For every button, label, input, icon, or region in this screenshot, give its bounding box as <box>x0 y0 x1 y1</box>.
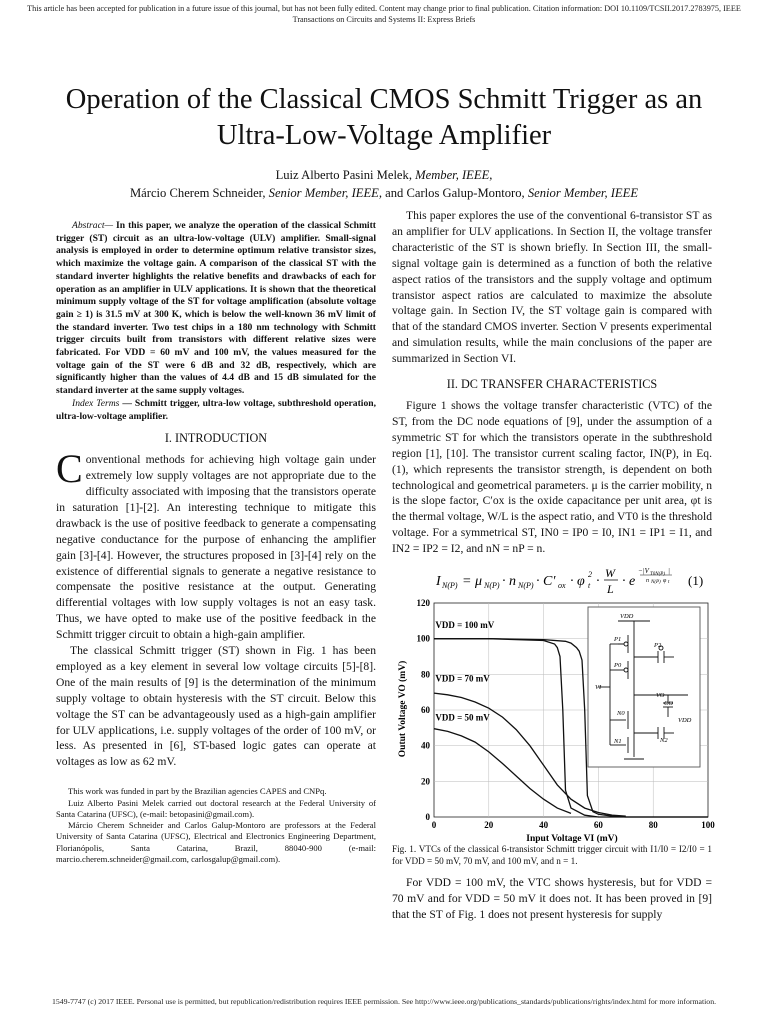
equation-1 <box>392 563 712 597</box>
author-name: Márcio Cherem Schneider, <box>129 186 269 200</box>
svg-text:N(P): N(P) <box>442 581 458 591</box>
series-label: VDD = 70 mV <box>435 673 490 684</box>
x-tick-label: 100 <box>701 820 715 831</box>
svg-text:2: 2 <box>588 570 592 580</box>
schematic-label: P1 <box>614 636 622 644</box>
schematic-label: VDD <box>620 613 634 621</box>
schmitt-trigger-schematic <box>588 607 700 767</box>
schematic-label: P2 <box>654 642 662 650</box>
copyright-footer: 1549-7747 (c) 2017 IEEE. Personal use is permitted, but republication/redistribution requires IEEE permission. See http://www.ieee.org/publications_standards/publications/rights/index.html for more information. <box>51 997 717 1006</box>
figure-1 <box>392 597 715 845</box>
schematic-label: VO <box>656 692 665 700</box>
index-terms-label: Index Terms <box>72 397 120 409</box>
svg-text:· φ: · φ <box>570 574 585 590</box>
y-tick-label: 80 <box>421 669 430 680</box>
x-tick-label: 60 <box>593 820 603 831</box>
svg-text:· C′: · C′ <box>536 574 556 590</box>
author-role: Senior Member, IEEE <box>527 186 639 200</box>
author-line-1 <box>30 166 738 184</box>
intro-paragraph-1 <box>56 446 376 643</box>
footnotes <box>56 786 376 865</box>
x-tick-label: 80 <box>648 820 658 831</box>
right-column <box>392 208 715 923</box>
vtc-chart <box>392 597 715 845</box>
svg-text:I: I <box>436 574 441 590</box>
series-label: VDD = 50 mV <box>435 712 490 723</box>
svg-text:n: n <box>646 578 649 585</box>
vtc-series-line <box>434 729 571 814</box>
y-tick-label: 40 <box>421 740 430 751</box>
svg-text:|: | <box>668 567 670 576</box>
authors <box>30 166 738 202</box>
y-tick-label: 60 <box>421 705 430 716</box>
index-terms <box>56 398 376 423</box>
drop-cap: C <box>56 446 83 492</box>
x-tick-label: 40 <box>539 820 549 831</box>
paper-title: Operation of the Classical CMOS Schmitt Trigger as an Ultra-Low-Voltage Amplifier <box>65 84 703 151</box>
section-heading-intro: I. INTRODUCTION <box>164 431 268 446</box>
section-heading-dc: II. DC TRANSFER CHARACTERISTICS <box>446 377 658 392</box>
svg-text:t: t <box>668 580 670 586</box>
intro-text-1: onventional methods for achieving high voltage gain under extremely low supply voltages are not appropriate due to the difficulty associated with imposing that the transistors operate in saturation [1]-[2]. An interesting technique to mitigate this drawback is the use of positive feedback to generate a compensating negative conductance for the purpose of enhancing the amplifier gain [3]-[4]. However, the structures proposed in [3]-[4] rely on the existence of differential signals to generate a negative resistance to compensate the positive resistance at the output. Generating differential voltages with low supply voltages is not an easy task. Thus, we have opted to make use of the positive feedback in the Schmitt trigger circuit to obtain a high-gain amplifier. <box>56 453 376 642</box>
svg-text:· n: · n <box>502 574 516 590</box>
svg-text:· e: · e <box>622 574 636 590</box>
author-role: Senior Member, IEEE, <box>268 186 382 200</box>
schematic-label: N1 <box>614 738 622 746</box>
svg-text:t: t <box>588 581 591 591</box>
svg-text:N(P): N(P) <box>484 581 500 591</box>
y-tick-label: 100 <box>416 633 430 644</box>
svg-text:−|V: −|V <box>638 567 649 576</box>
author-name: and Carlos Galup-Montoro, <box>381 186 528 200</box>
author-line-2 <box>30 184 738 202</box>
svg-text:= μ: = μ <box>462 574 482 590</box>
footnote-author-1: Luiz Alberto Pasini Melek carried out doctoral research at the Federal University of Santa Catarina (UFSC), (e-mail: betopasini@gmail.com). <box>56 797 376 819</box>
svg-text:W: W <box>605 566 615 581</box>
equation-number: (1) <box>688 573 704 589</box>
x-tick-label: 20 <box>484 820 494 831</box>
equation-graphic <box>392 563 712 597</box>
svg-text:·: · <box>596 574 600 590</box>
abstract <box>56 220 376 398</box>
figure-1-caption: Fig. 1. VTCs of the classical 6-transistor Schmitt trigger circuit with I1/I0 = I2/I0 = 1 for VDD = 50 mV, 70 mV, and 100 mV, and n = 1. <box>392 844 712 867</box>
left-column <box>56 220 376 865</box>
footnote-author-2: Márcio Cherem Schneider and Carlos Galup-Montoro are professors at the Federal University of Santa Catarina (UFSC), Electrical and Electronics Engineering Department, Florianópolis, Santa Catarina, Brazil, 88040-900 (e-mail: marcio.cherem.schneider@gmail.com, carlosgalup@gmail.com). <box>56 820 376 865</box>
abstract-label: Abstract— <box>72 220 114 231</box>
svg-text:N(P): N(P) <box>651 580 661 586</box>
y-tick-label: 120 <box>416 598 430 609</box>
right-paragraph-2: Figure 1 shows the voltage transfer characteristic (VTC) of the ST, from the DC node equations of [9], under the assumption of a symmetric ST for which the transistors operate in the subthreshold region [1], [10]. The transistor current scaling factor, IN(P), in Eq. (1), which represents the transistor strength, is dependent on both technological and geometrical parameters. μ is the carrier mobility, n is the slope factor, C′ox is the oxide capacitance per unit area, φt is the thermal voltage, W/L is the aspect ratio, and VT0 is the threshold voltage. For a symmetrical ST, IN0 = IP0 = I0, IN1 = IP1 = I1, and IN2 = IP2 = I2, and nN = nP = n. <box>392 398 712 556</box>
index-terms-text: — Schmitt trigger, ultra-low voltage, subthreshold operation, ultra-low-voltage amplifier. <box>56 397 376 422</box>
schematic-label: VDD <box>678 717 692 725</box>
svg-text:N(P): N(P) <box>518 581 534 591</box>
svg-text:φ: φ <box>663 578 667 585</box>
x-axis-label: Input Voltage VI (mV) <box>526 834 618 845</box>
abstract-text: In this paper, we analyze the operation of the classical Schmitt trigger (ST) circuit as an ultra-low-voltage (ULV) amplifier. Small-signal analysis is employed in order to determine optimum relative transistor sizes, which maximize the voltage gain. A comparison of the classical ST with the standard inverter highlights the relative benefits and drawbacks of each for operation as an amplifier in ULV applications. It is shown that the theoretical minimum supply voltage of the ST for voltage amplification (absolute voltage gain ≥ 1) is 31.5 mV at 300 K, which is below the well-known 36 mV limit of the standard inverter. Two test chips in a 180 nm technology with Schmitt trigger circuits built from transistors with different relative sizes were fabricated. For VDD = 60 mV and 100 mV, the values measured for the voltage gain of the ST were 6 dB and 32 dB, respectively, which are significantly higher than the values of 4.4 dB and 15 dB simulated for the standard inverter at the same supply voltages. <box>56 220 376 397</box>
series-label: VDD = 100 mV <box>435 619 495 630</box>
y-axis-label: Outut Voltage VO (mV) <box>398 660 408 758</box>
journal-notice: This article has been accepted for publication in a future issue of this journal, but has not been fully edited. Content may change prior to final publication. Citation information: DOI 10.1109/TCSII.2017.2783975, IEEE Transactions on Circuits and Systems II: Express Briefs <box>27 4 741 24</box>
schematic-label: P0 <box>614 662 622 670</box>
schematic-label: VI <box>595 684 602 692</box>
author-role: Member, IEEE, <box>415 168 493 182</box>
right-paragraph-1: This paper explores the use of the conventional 6-transistor ST as an amplifier for ULV applications. In Section II, the voltage transfer characteristic of the ST is shown briefly. In Section III, the small-signal voltage gain is determined as a function of both the relative aspect ratios of the transistors and the supply voltage and optimum transistor aspect ratios are calculated to maximize the absolute voltage gain. In Section IV, the ST voltage gain is compared with that of the standard CMOS inverter. Section V presents experimental and simulation results, while the main conclusions of the paper are summarized in Section VI. <box>392 209 712 366</box>
y-tick-label: 0 <box>425 812 430 823</box>
intro-paragraph-2: The classical Schmitt trigger (ST) shown in Fig. 1 has been employed as a key element in several low voltage circuits [5]-[8]. One of the main results of [9] is the determination of the minimum supply voltage to obtain hysteresis with the ST circuit. Below this voltage the ST can be advantageously used as a high-gain amplifier for ULV applications, i.e. supply voltages of the order of 100 mV, or less. As presented in [6], ST-based logic gates can operate at voltages as low as 62 mV. <box>56 644 376 769</box>
schematic-label: N2 <box>660 737 668 745</box>
schematic-label: CO <box>664 700 674 708</box>
x-tick-label: 0 <box>431 820 437 831</box>
right-paragraph-3: For VDD = 100 mV, the VTC shows hysteresis, but for VDD = 70 mV and for VDD = 50 mV it does not. It has been proved in [9] that the ST of Fig. 1 does not present hysteresis for supply <box>392 876 712 921</box>
svg-text:T0N(P): T0N(P) <box>650 572 665 578</box>
schematic-label: N0 <box>617 710 625 718</box>
svg-text:ox: ox <box>558 581 566 591</box>
svg-text:L: L <box>607 582 614 597</box>
author-name: Luiz Alberto Pasini Melek, <box>275 168 416 182</box>
footnote-funding: This work was funded in part by the Brazilian agencies CAPES and CNPq. <box>68 786 327 797</box>
y-tick-label: 20 <box>421 776 430 787</box>
